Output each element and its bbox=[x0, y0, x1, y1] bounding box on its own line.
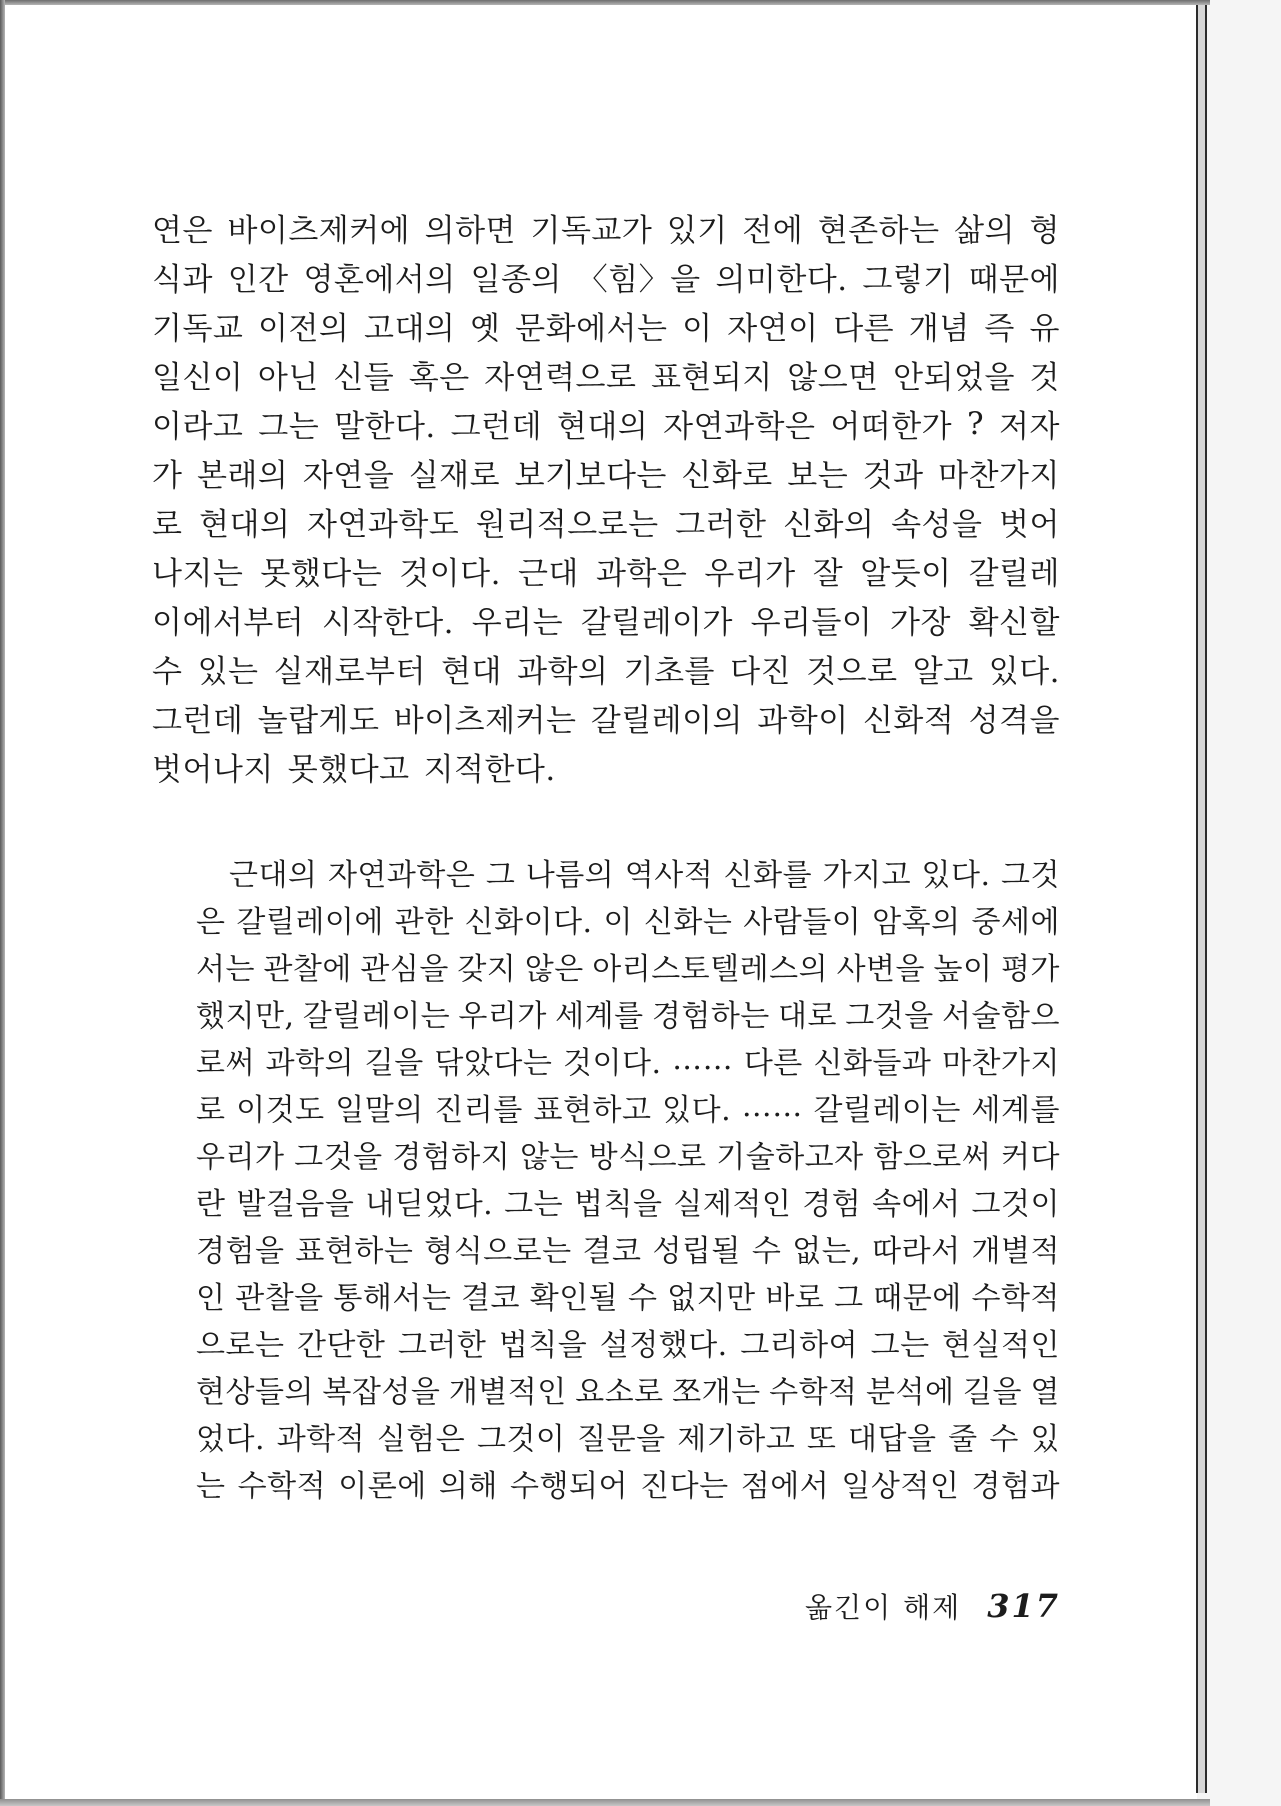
text-line: 이라고 그는 말한다. 그런데 현대의 자연과학은 어떠한가 ? 저자 bbox=[152, 405, 1060, 445]
text-line: 연은 바이츠제커에 의하면 기독교가 있기 전에 현존하는 삶의 형 bbox=[152, 213, 1060, 249]
text-line: 서는 관찰에 관심을 갖지 않은 아리스토텔레스의 사변을 높이 평가 bbox=[196, 951, 1060, 987]
page-border-bottom bbox=[0, 1799, 1210, 1806]
block-quote bbox=[196, 848, 1060, 1506]
text-line: 으로는 간단한 그러한 법칙을 설정했다. 그리하여 그는 현실적인 bbox=[196, 1327, 1060, 1363]
footer-section-label: 옮긴이 해제 bbox=[805, 1591, 962, 1624]
text-line: 는 수학적 이론에 의해 수행되어 진다는 점에서 일상적인 경험과 bbox=[196, 1468, 1060, 1504]
page-footer bbox=[152, 1586, 1060, 1626]
page-border-left bbox=[0, 0, 5, 1806]
text-line: 인 관찰을 통해서는 결코 확인될 수 없지만 바로 그 때문에 수학적 bbox=[196, 1280, 1060, 1316]
text-line: 우리가 그것을 경험하지 않는 방식으로 기술하고자 함으로써 커다 bbox=[196, 1139, 1060, 1175]
text-line: 로 이것도 일말의 진리를 표현하고 있다. …… 갈릴레이는 세계를 bbox=[196, 1089, 1060, 1128]
text-line: 나지는 못했다는 것이다. 근대 과학은 우리가 잘 알듯이 갈릴레 bbox=[152, 556, 1060, 592]
text-line: 었다. 과학적 실험은 그것이 질문을 제기하고 또 대답을 줄 수 있 bbox=[196, 1421, 1060, 1457]
text-line: 경험을 표현하는 형식으로는 결코 성립될 수 없는, 따라서 개별적 bbox=[196, 1233, 1060, 1269]
text-line: 가 본래의 자연을 실재로 보기보다는 신화로 보는 것과 마찬가지 bbox=[152, 458, 1060, 494]
text-line: 식과 인간 영혼에서의 일종의 〈힘〉을 의미한다. 그렇기 때문에 bbox=[152, 262, 1060, 298]
text-line: 수 있는 실재로부터 현대 과학의 기초를 다진 것으로 알고 있다. bbox=[152, 654, 1060, 690]
text-line: 근대의 자연과학은 그 나름의 역사적 신화를 가지고 있다. 그것 bbox=[229, 857, 1060, 893]
text-line: 로 현대의 자연과학도 원리적으로는 그러한 신화의 속성을 벗어 bbox=[152, 507, 1060, 543]
text-line: 이에서부터 시작한다. 우리는 갈릴레이가 우리들이 가장 확신할 bbox=[152, 605, 1060, 641]
text-line: 했지만, 갈릴레이는 우리가 세계를 경험하는 대로 그것을 서술함으 bbox=[196, 998, 1060, 1034]
text-line: 그런데 놀랍게도 바이츠제커는 갈릴레이의 과학이 신화적 성격을 bbox=[152, 703, 1060, 739]
page-right-edge bbox=[1196, 3, 1207, 1793]
text-line: 현상들의 복잡성을 개별적인 요소로 쪼개는 수학적 분석에 길을 열 bbox=[196, 1374, 1060, 1410]
text-line: 로써 과학의 길을 닦았다는 것이다. …… 다른 신화들과 마찬가지 bbox=[196, 1042, 1060, 1081]
page-border-top bbox=[0, 0, 1210, 5]
main-paragraph bbox=[152, 203, 1060, 791]
text-line: 란 발걸음을 내딛었다. 그는 법칙을 실제적인 경험 속에서 그것이 bbox=[196, 1186, 1060, 1222]
text-line: 벗어나지 못했다고 지적한다. bbox=[152, 752, 556, 788]
text-line: 기독교 이전의 고대의 옛 문화에서는 이 자연이 다른 개념 즉 유 bbox=[152, 311, 1060, 347]
text-line: 은 갈릴레이에 관한 신화이다. 이 신화는 사람들이 암혹의 중세에 bbox=[196, 904, 1060, 940]
text-line: 일신이 아닌 신들 혹은 자연력으로 표현되지 않으면 안되었을 것 bbox=[152, 360, 1060, 396]
page-number: 317 bbox=[987, 1587, 1060, 1625]
